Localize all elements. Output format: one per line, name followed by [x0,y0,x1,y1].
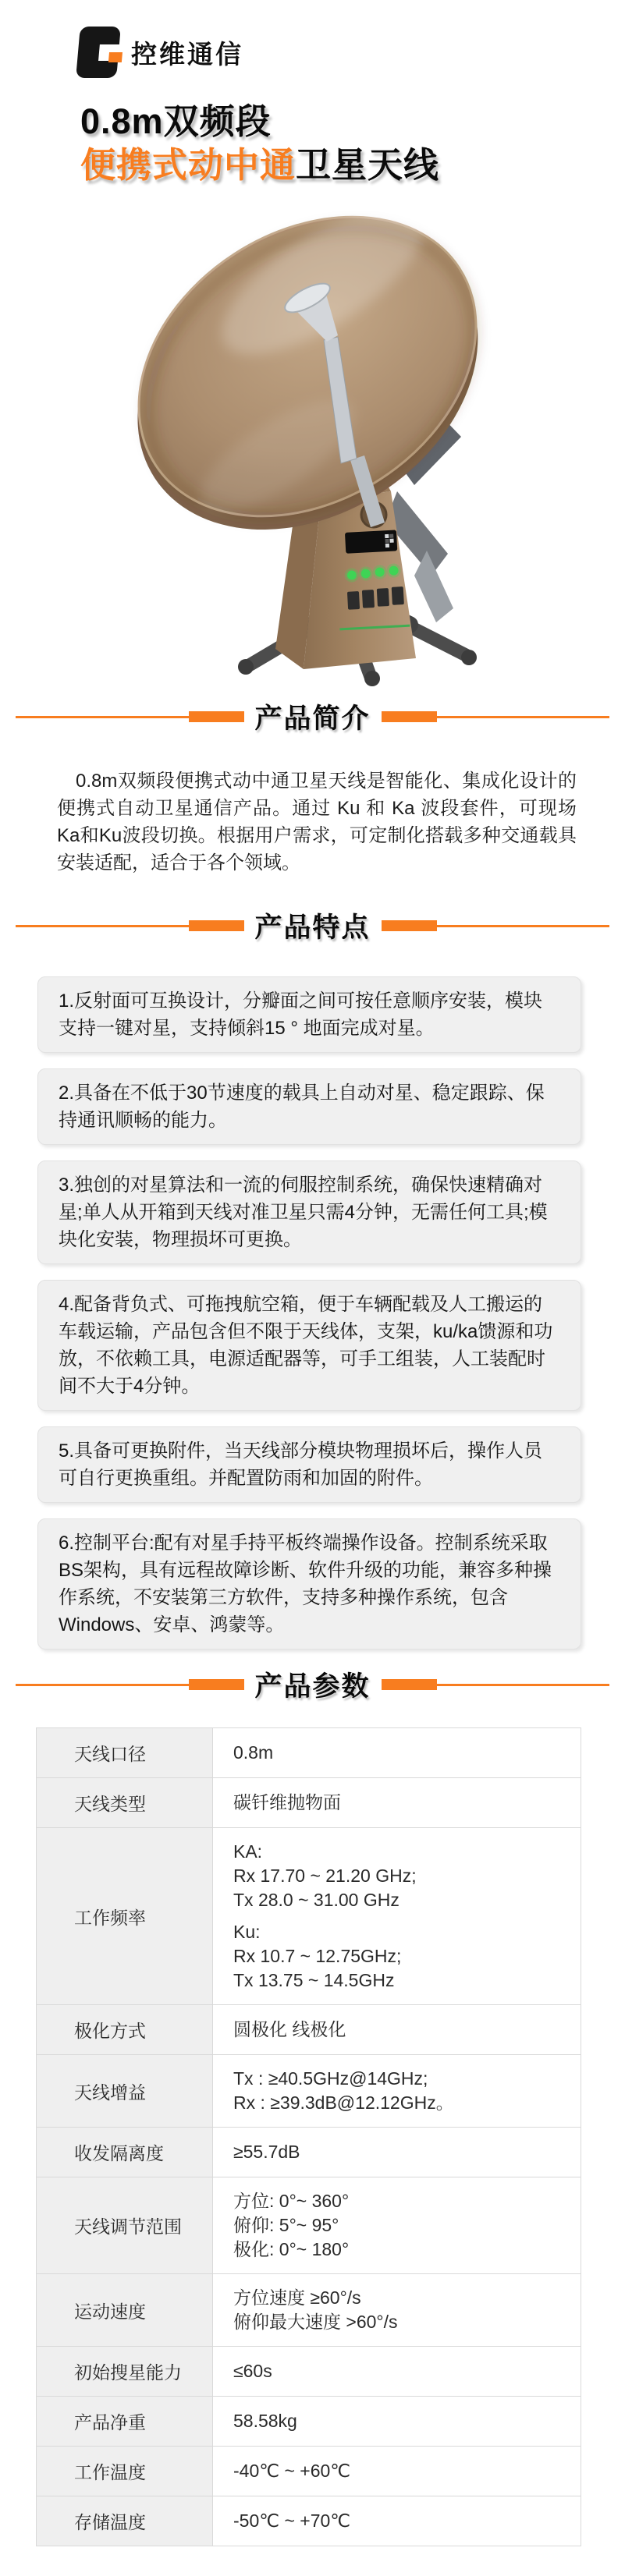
param-value-line: ≥55.7dB [233,2142,300,2162]
param-label: 天线增益 [37,2055,212,2127]
section-title-features: 产品特点 [254,912,371,943]
param-value-line: Rx 10.7 ~ 12.75GHz; [233,1946,402,1966]
brand-name: 控维通信 [131,39,243,69]
param-row [37,2128,581,2177]
param-value-line: Tx : ≥40.5GHz@14GHz; [233,2068,428,2089]
section-header-params [16,1665,609,1704]
brand-header [0,0,625,78]
param-value-line: Tx 28.0 ~ 31.00 GHz [233,1890,400,1910]
param-value [212,2397,581,2446]
param-label: 初始搜星能力 [37,2347,212,2396]
param-value [212,1728,581,1777]
title-rest: 卫星天线 [296,145,440,185]
param-value-line: Tx 13.75 ~ 14.5GHz [233,1970,395,1990]
param-value-line: ≤60s [233,2361,272,2381]
brand-logo-icon [76,27,121,78]
title-line2 [80,144,625,187]
divider-line [437,1684,610,1686]
param-value-line: Ku: [233,1922,261,1942]
title-line1: 0.8m双频段 [80,101,272,141]
param-label: 收发隔离度 [37,2128,212,2177]
title-highlight: 便携式动中通 [80,145,297,185]
param-label: 天线类型 [37,1778,212,1827]
param-row [37,2347,581,2397]
section-title-params: 产品参数 [254,1671,371,1702]
divider-line [16,925,189,927]
divider-bar [382,1679,437,1690]
divider-bar [382,920,437,931]
satellite-antenna-illustration [116,187,553,686]
param-value-line: 俯仰最大速度 >60°/s [233,2312,398,2332]
param-value-line: -50℃ ~ +70℃ [233,2510,351,2531]
param-label: 存储温度 [37,2496,212,2546]
divider-bar [189,920,244,931]
param-value [212,2005,581,2054]
param-value [212,2274,581,2346]
param-value-line: 圆极化 线极化 [233,2019,346,2039]
param-value-line: 俯仰: 5°~ 95° [233,2215,339,2235]
param-value [212,2128,581,2177]
param-value [212,2447,581,2496]
param-value [212,1778,581,1827]
param-value [212,1828,581,2004]
param-value [212,2055,581,2127]
param-value-line: -40℃ ~ +60℃ [233,2461,351,2481]
features-list [0,976,625,1649]
param-row [37,2274,581,2347]
param-value-line: Rx : ≥39.3dB@12.12GHz。 [233,2092,454,2113]
param-label: 运动速度 [37,2274,212,2346]
param-label: 天线口径 [37,1728,212,1777]
divider-line [16,716,189,718]
param-value-line: KA: [233,1841,263,1862]
param-value-line: 方位: 0°~ 360° [233,2191,350,2211]
section-title-intro: 产品简介 [254,703,371,734]
divider-line [437,925,610,927]
feature-item: 6.控制平台:配有对星手持平板终端操作设备。控制系统采取BS架构，具有远程故障诊断、软件升级的功能，兼容多种操作系统，不安装第三方软件，支持多种操作系统，包含Windows、安卓、鸿蒙等。 [37,1518,581,1649]
param-value [212,2496,581,2546]
product-image [0,187,625,686]
param-value-line: 极化: 0°~ 180° [233,2239,350,2259]
feature-item: 5.具备可更换附件，当天线部分模块物理损坏后，操作人员可自行更换重组。并配置防雨和加固的附件。 [37,1426,581,1503]
param-label: 工作频率 [37,1828,212,2004]
param-row [37,2177,581,2274]
param-row [37,2397,581,2447]
divider-bar [382,711,437,722]
param-label: 工作温度 [37,2447,212,2496]
intro-paragraph: 0.8m双频段便携式动中通卫星天线是智能化、集成化设计的便携式自动卫星通信产品。通过 Ku 和 Ka 波段套件，可现场Ka和Ku波段切换。根据用户需求，可定制化搭载多种交通载具安装适配，适合于各个领域。 [57,771,577,873]
feature-item: 1.反射面可互换设计，分瓣面之间可按任意顺序安装，模块支持一键对星，支持倾斜15 ° 地面完成对星。 [37,976,581,1053]
param-value-gap [233,1912,573,1920]
param-row [37,2005,581,2055]
param-row [37,1778,581,1828]
param-row [37,2496,581,2546]
page-title [0,100,625,187]
feature-item: 2.具备在不低于30节速度的载具上自动对星、稳定跟踪、保持通讯顺畅的能力。 [37,1068,581,1145]
param-value [212,2177,581,2273]
param-value-line: 碳钎维抛物面 [233,1792,341,1812]
feature-item: 4.配备背负式、可拖拽航空箱，便于车辆配载及人工搬运的车载运输，产品包含但不限于天线体，支架，ku/ka馈源和功放，不依赖工具，电源适配器等，可手工组装，人工装配时间不大于4分钟。 [37,1280,581,1411]
divider-bar [189,1679,244,1690]
divider-line [16,1684,189,1686]
params-table [36,1727,581,2546]
param-row [37,2447,581,2496]
param-value-line: 58.58kg [233,2411,297,2431]
param-value-line: 方位速度 ≥60°/s [233,2287,361,2308]
section-header-features [16,906,609,945]
divider-bar [189,711,244,722]
param-value [212,2347,581,2396]
param-row [37,1728,581,1778]
section-header-intro [16,697,609,736]
divider-line [437,716,610,718]
param-label: 天线调节范围 [37,2177,212,2273]
param-row [37,2055,581,2128]
feature-item: 3.独创的对星算法和一流的伺服控制系统，确保快速精确对星;单人从开箱到天线对准卫星只需4分钟，无需任何工具;模块化安装，物理损坏可更换。 [37,1160,581,1264]
logo-orange-chip [108,52,123,62]
param-value-line: Rx 17.70 ~ 21.20 GHz; [233,1866,417,1886]
param-label: 极化方式 [37,2005,212,2054]
param-row [37,1828,581,2005]
param-label: 产品净重 [37,2397,212,2446]
param-value-line: 0.8m [233,1742,274,1763]
